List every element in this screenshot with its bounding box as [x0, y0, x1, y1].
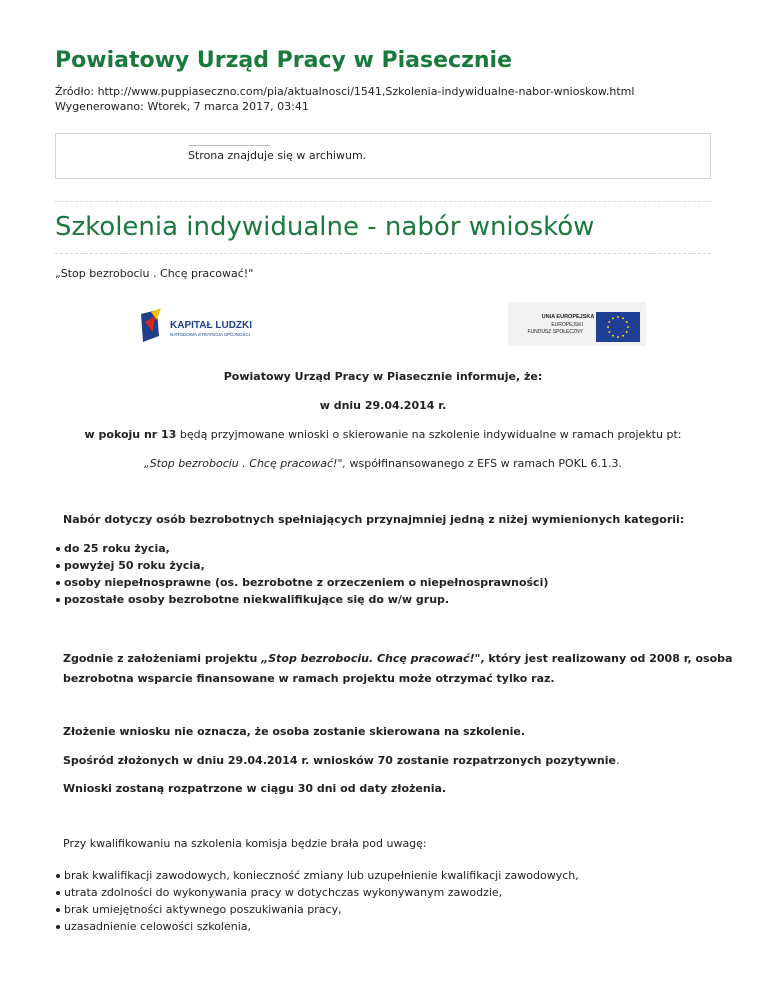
- list-item: brak kwalifikacji zawodowych, konieczność zmiany lub uzupełnienie kwalifikacji zawodowych,: [55, 867, 579, 884]
- assumptions-text: Zgodnie z założeniami projektu: [63, 652, 262, 665]
- criteria-list: [55, 867, 579, 935]
- intro-quote: „Stop bezrobociu . Chcę pracować!": [55, 267, 254, 280]
- assumptions-paragraph: [63, 649, 732, 689]
- eligibility-heading: Nabór dotyczy osób bezrobotnych spełniających przynajmniej jedną z niżej wymienionych kategorii:: [63, 513, 685, 526]
- project-line: [55, 457, 711, 470]
- archive-notice: Strona znajduje się w archiwum.: [188, 149, 367, 162]
- room-rest: będą przyjmowane wnioski o skierowanie na szkolenie indywidualne w ramach projektu pt:: [176, 428, 682, 441]
- list-item: osoby niepełnosprawne (os. bezrobotne z orzeczeniem o niepełnosprawności): [55, 574, 548, 591]
- criteria-heading: Przy kwalifikowaniu na szkolenia komisja będzie brała pod uwagę:: [63, 837, 427, 850]
- room-line: [55, 428, 711, 441]
- eu-logo-line1: UNIA EUROPEJSKA: [541, 314, 595, 320]
- project-rest: współfinansowanego z EFS w ramach POKL 6.1.3.: [346, 457, 622, 470]
- note-positive: [63, 754, 620, 767]
- list-item: powyżej 50 roku życia,: [55, 557, 548, 574]
- date-line: w dniu 29.04.2014 r.: [319, 399, 447, 412]
- kl-logo-sub: NARODOWA STRATEGIA SPÓJNOŚCI: [170, 332, 251, 337]
- note-application: Złożenie wniosku nie oznacza, że osoba zostanie skierowana na szkolenie.: [63, 725, 526, 738]
- generated-line: Wygenerowano: Wtorek, 7 marca 2017, 03:41: [55, 100, 309, 113]
- source-line: Źródło: http://www.puppiaseczno.com/pia/aktualnosci/1541,Szkolenia-indywidualne-nabor-wnioskow.html: [55, 85, 635, 98]
- note-positive-end: .: [616, 754, 620, 767]
- kapital-ludzki-logo: [137, 306, 265, 346]
- project-name: „Stop bezrobociu . Chcę pracować!",: [144, 457, 346, 470]
- site-title: Powiatowy Urząd Pracy w Piasecznie: [55, 48, 513, 73]
- list-item: brak umiejętności aktywnego poszukiwania pracy,: [55, 901, 579, 918]
- list-item: uzasadnienie celowości szkolenia,: [55, 918, 579, 935]
- eu-logo-line2: EUROPEJSKI: [551, 322, 583, 328]
- assumptions-project: „Stop bezrobociu. Chcę pracować!": [261, 652, 481, 665]
- page-title: Szkolenia indywidualne - nabór wniosków: [55, 212, 595, 242]
- list-item: pozostałe osoby bezrobotne niekwalifikujące się do w/w grup.: [55, 591, 548, 608]
- eu-logo-line3: FUNDUSZ SPOŁECZNY: [527, 329, 583, 335]
- eu-logo: [508, 302, 646, 346]
- archive-notice-box: [55, 133, 711, 179]
- page-meta: [55, 84, 634, 114]
- note-deadline: Wnioski zostaną rozpatrzone w ciągu 30 dni od daty złożenia.: [63, 782, 447, 795]
- list-item: do 25 roku życia,: [55, 540, 548, 557]
- assumptions-text: bezrobotna wsparcie finansowane w ramach projektu może otrzymać tylko raz.: [63, 672, 555, 685]
- list-item: utrata zdolności do wykonywania pracy w dotychczas wykonywanym zawodzie,: [55, 884, 579, 901]
- kl-logo-name: KAPITAŁ LUDZKI: [170, 320, 253, 331]
- note-positive-text: Spośród złożonych w dniu 29.04.2014 r. wniosków 70 zostanie rozpatrzonych pozytywnie: [63, 754, 616, 767]
- eligibility-list: [55, 540, 548, 608]
- room-number: w pokoju nr 13: [84, 428, 177, 441]
- divider: [188, 145, 270, 146]
- announcement-line: Powiatowy Urząd Pracy w Piasecznie informuje, że:: [223, 370, 543, 383]
- divider: [55, 201, 711, 202]
- assumptions-text: , który jest realizowany od 2008 r, osoba: [480, 652, 733, 665]
- divider: [55, 253, 711, 254]
